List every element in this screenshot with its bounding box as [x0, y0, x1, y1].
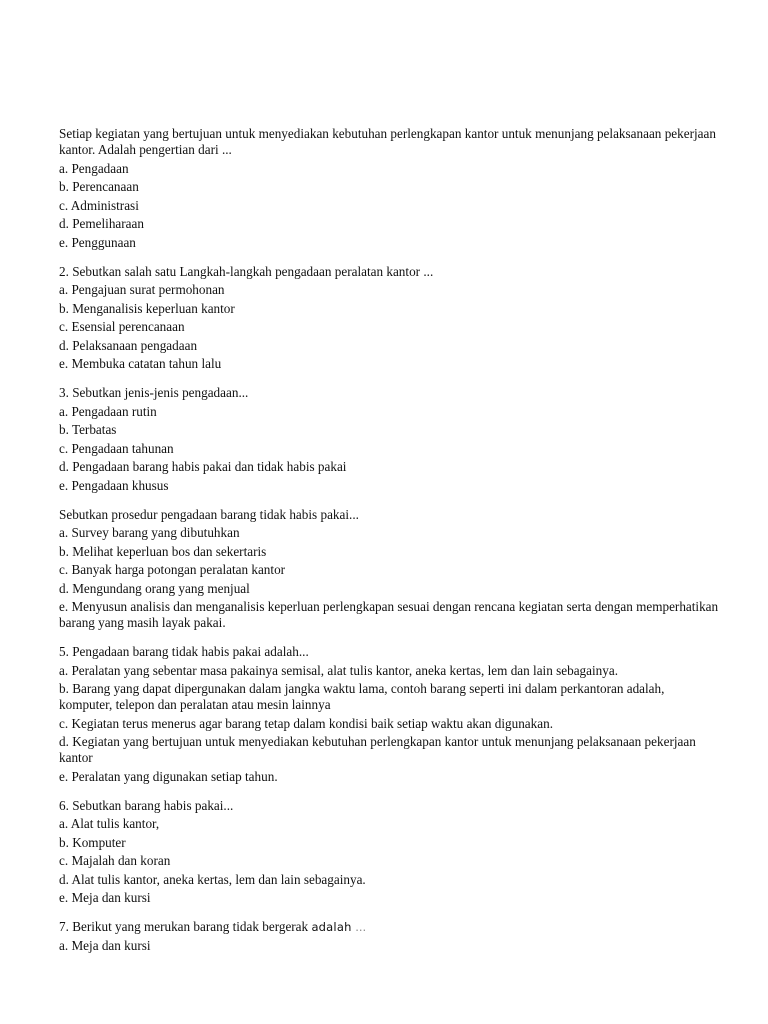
question-text: 2. Sebutkan salah satu Langkah-langkah pengadaan peralatan kantor ... — [59, 263, 434, 279]
option-d: d. Mengundang orang yang menjual — [59, 580, 250, 596]
question-2 — [59, 264, 719, 373]
question-3 — [59, 385, 719, 494]
option-d: d. Pengadaan barang habis pakai dan tidak habis pakai — [59, 459, 347, 474]
option-b: b. Melihat keperluan bos dan sekertaris — [59, 543, 267, 559]
option-e: e. Meja dan kursi — [59, 890, 151, 905]
option-b: b. Barang yang dapat dipergunakan dalam jangka waktu lama, contoh barang seperti ini dalam perkantoran adalah, komputer, telepon dan peralatan atau mesin lainnya — [59, 681, 665, 712]
question-text: Setiap kegiatan yang bertujuan untuk menyediakan kebutuhan perlengkapan kantor untuk menunjang pelaksanaan pekerjaan kantor. Adalah pengertian dari ... — [59, 126, 716, 157]
option-c: c. Pengadaan tahunan — [59, 440, 174, 456]
option-e: e. Penggunaan — [59, 234, 136, 250]
option-e: e. Menyusun analisis dan menganalisis keperluan perlengkapan sesuai dengan rencana kegiatan serta dengan memperhatikan barang yang masih layak pakai. — [59, 599, 719, 630]
option-e: e. Pengadaan khusus — [59, 477, 169, 493]
option-a: a. Pengadaan — [59, 160, 129, 176]
option-c: c. Administrasi — [59, 197, 139, 213]
option-a: a. Pengadaan rutin — [59, 403, 157, 419]
option-d: d. Alat tulis kantor, aneka kertas, lem dan lain sebagainya. — [59, 871, 366, 887]
option-e: e. Membuka catatan tahun lalu — [59, 356, 222, 371]
option-a: a. Survey barang yang dibutuhkan — [59, 525, 240, 540]
option-d: d. Kegiatan yang bertujuan untuk menyediakan kebutuhan perlengkapan kantor untuk menunjang pelaksanaan pekerjaan kantor — [59, 734, 696, 765]
option-e: e. Peralatan yang digunakan setiap tahun. — [59, 768, 278, 784]
question-1 — [59, 126, 719, 251]
option-a: a. Alat tulis kantor, — [59, 816, 160, 831]
option-b: b. Komputer — [59, 834, 126, 850]
option-a: a. Meja dan kursi — [59, 937, 151, 953]
question-text — [59, 919, 719, 935]
question-list — [59, 126, 719, 967]
question-text: 6. Sebutkan barang habis pakai... — [59, 797, 234, 813]
question-text: 3. Sebutkan jenis-jenis pengadaan... — [59, 385, 249, 400]
option-d: d. Pelaksanaan pengadaan — [59, 337, 198, 353]
option-d: d. Pemeliharaan — [59, 216, 144, 231]
question-text-ellipsis: ... — [351, 920, 367, 934]
option-b: b. Menganalisis keperluan kantor — [59, 300, 235, 316]
question-6 — [59, 798, 719, 907]
option-b: b. Terbatas — [59, 422, 117, 437]
question-4 — [59, 507, 719, 632]
question-text-main: 7. Berikut yang merukan barang tidak bergerak — [59, 919, 312, 934]
option-b: b. Perencanaan — [59, 179, 139, 194]
question-text: Sebutkan prosedur pengadaan barang tidak habis pakai... — [59, 506, 359, 522]
option-c: c. Majalah dan koran — [59, 853, 171, 868]
option-c: c. Esensial perencanaan — [59, 319, 185, 334]
question-7 — [59, 919, 719, 954]
option-a: a. Pengajuan surat permohonan — [59, 282, 225, 297]
option-c: c. Banyak harga potongan peralatan kantor — [59, 562, 286, 577]
question-text-tail: adalah — [311, 920, 352, 934]
question-text: 5. Pengadaan barang tidak habis pakai adalah... — [59, 644, 309, 659]
option-a: a. Peralatan yang sebentar masa pakainya semisal, alat tulis kantor, aneka kertas, lem dan lain sebagainya. — [59, 662, 618, 678]
question-5 — [59, 644, 719, 785]
option-c: c. Kegiatan terus menerus agar barang tetap dalam kondisi baik setiap waktu akan digunakan. — [59, 715, 553, 731]
